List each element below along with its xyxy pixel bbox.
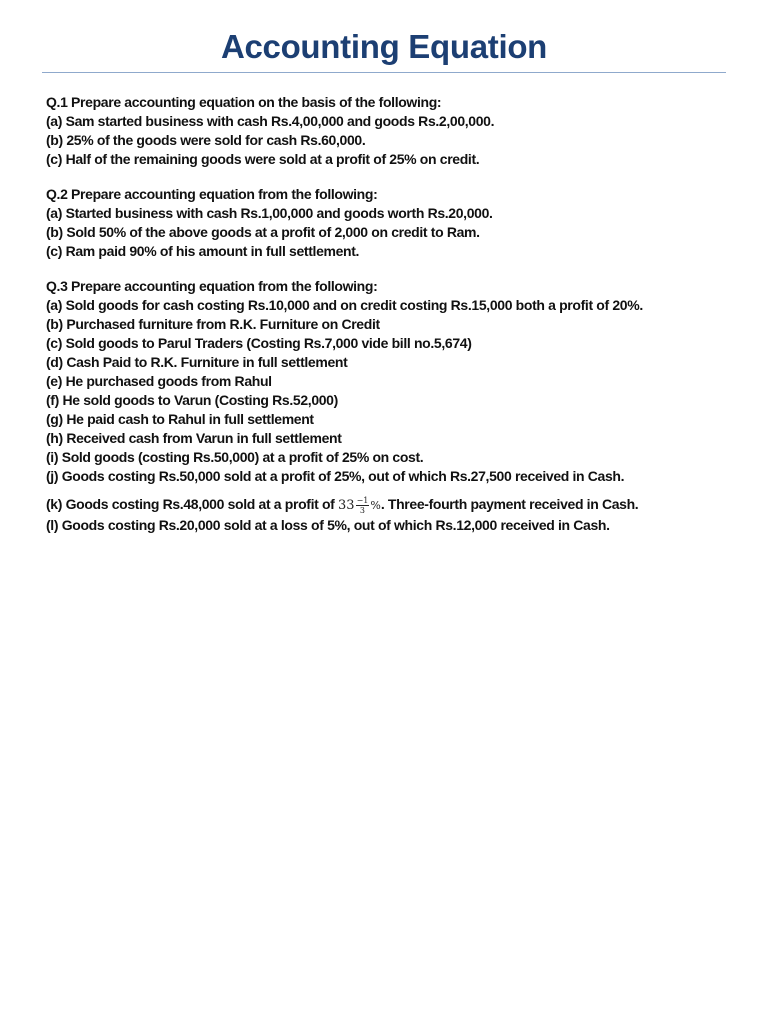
question-item: (d) Cash Paid to R.K. Furniture in full settlement bbox=[46, 354, 348, 370]
question-1 bbox=[46, 93, 726, 169]
fraction-percent: % bbox=[370, 498, 381, 512]
question-item: (c) Ram paid 90% of his amount in full settlement. bbox=[46, 243, 360, 259]
question-item: (b) Purchased furniture from R.K. Furniture on Credit bbox=[46, 316, 380, 332]
question-item: (e) He purchased goods from Rahul bbox=[46, 373, 272, 389]
fraction bbox=[356, 496, 370, 515]
question-item: (i) Sold goods (costing Rs.50,000) at a profit of 25% on cost. bbox=[46, 449, 424, 465]
question-item: (a) Started business with cash Rs.1,00,000 and goods worth Rs.20,000. bbox=[46, 205, 493, 221]
fraction-denominator: 3 bbox=[359, 506, 366, 516]
question-item: (f) He sold goods to Varun (Costing Rs.52,000) bbox=[46, 392, 338, 408]
question-item-l: (l) Goods costing Rs.20,000 sold at a loss of 5%, out of which Rs.12,000 received in Cash. bbox=[46, 517, 610, 533]
question-heading: Q.2 Prepare accounting equation from the following: bbox=[46, 186, 378, 202]
question-2 bbox=[46, 185, 726, 261]
item-k-text-after: . Three-fourth payment received in Cash. bbox=[380, 496, 639, 512]
title-divider bbox=[42, 72, 726, 73]
question-item: (b) Sold 50% of the above goods at a profit of 2,000 on credit to Ram. bbox=[46, 224, 480, 240]
question-3 bbox=[46, 277, 726, 535]
question-item: (g) He paid cash to Rahul in full settlement bbox=[46, 411, 314, 427]
question-item-k bbox=[46, 492, 726, 516]
fraction-whole: 33 bbox=[338, 497, 355, 513]
question-item: (j) Goods costing Rs.50,000 sold at a profit of 25%, out of which Rs.27,500 received in Cash. bbox=[46, 468, 625, 484]
question-item: (c) Half of the remaining goods were sold at a profit of 25% on credit. bbox=[46, 151, 480, 167]
item-k-text-before: (k) Goods costing Rs.48,000 sold at a profit of bbox=[46, 496, 339, 512]
question-item: (a) Sold goods for cash costing Rs.10,000 and on credit costing Rs.15,000 both a profit of 20%. bbox=[46, 297, 643, 313]
question-list bbox=[46, 93, 726, 551]
mixed-fraction bbox=[338, 493, 381, 518]
question-heading: Q.3 Prepare accounting equation from the following: bbox=[46, 278, 378, 294]
question-item: (a) Sam started business with cash Rs.4,00,000 and goods Rs.2,00,000. bbox=[46, 113, 495, 129]
fraction-numerator: −1 bbox=[356, 496, 369, 506]
page-title: Accounting Equation bbox=[220, 28, 548, 65]
question-item: (b) 25% of the goods were sold for cash Rs.60,000. bbox=[46, 132, 366, 148]
question-heading: Q.1 Prepare accounting equation on the basis of the following: bbox=[46, 94, 442, 110]
question-item: (c) Sold goods to Parul Traders (Costing Rs.7,000 vide bill no.5,674) bbox=[46, 335, 472, 351]
question-item: (h) Received cash from Varun in full settlement bbox=[46, 430, 342, 446]
